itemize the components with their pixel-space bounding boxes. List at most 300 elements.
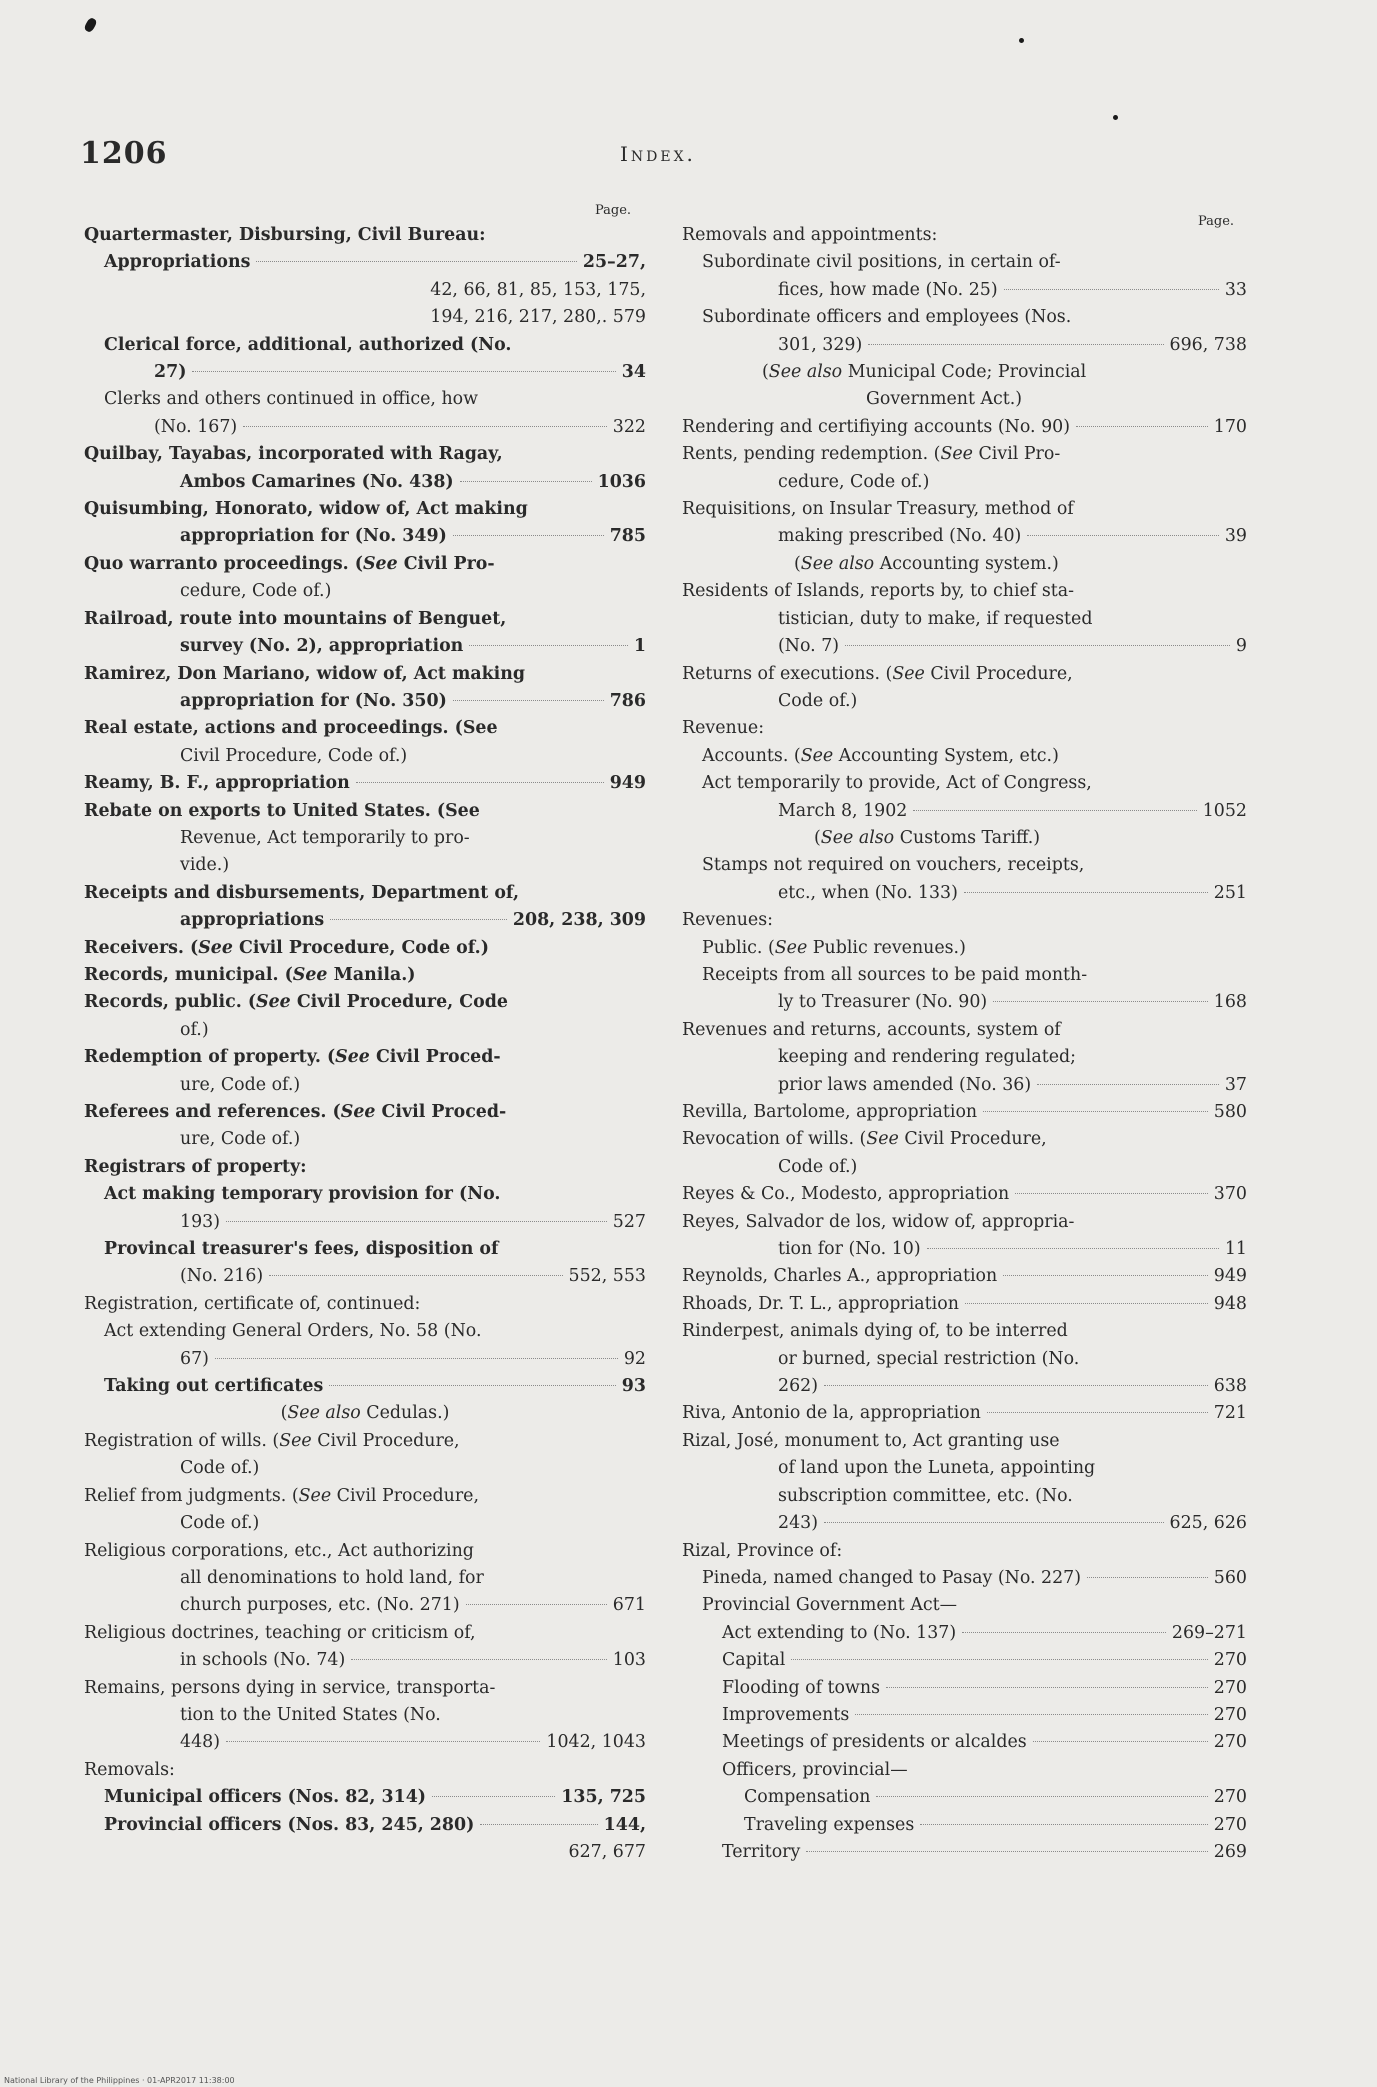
- index-line: [84, 386, 646, 413]
- index-line: [84, 1209, 646, 1236]
- index-line: [84, 551, 646, 578]
- index-line: [682, 1510, 1247, 1537]
- index-line: [84, 1072, 646, 1099]
- index-line: [682, 661, 1247, 688]
- index-line: [84, 332, 646, 359]
- index-column-right: [682, 222, 1247, 1866]
- index-line: [84, 1455, 646, 1482]
- dot-leader: [1087, 1577, 1208, 1578]
- entry-text: 243): [778, 1513, 818, 1534]
- index-line: [84, 1373, 646, 1400]
- index-line: [84, 578, 646, 605]
- page-reference: 33: [1224, 279, 1247, 300]
- dot-leader: [329, 1385, 616, 1386]
- page-reference: 785: [609, 526, 646, 547]
- index-line: [682, 1263, 1247, 1290]
- index-line: [84, 469, 646, 496]
- index-line: [682, 1729, 1247, 1756]
- entry-text: Receipts and disbursements, Department of,: [84, 882, 520, 903]
- index-line: [682, 1236, 1247, 1263]
- index-line: (See also Cedulas.): [280, 1403, 450, 1424]
- index-line: [682, 222, 1247, 249]
- index-line: [84, 1181, 646, 1208]
- page-reference: 1036: [597, 471, 646, 492]
- entry-text: Code of.): [778, 1156, 858, 1177]
- dot-leader: [876, 1796, 1207, 1797]
- dot-leader: [965, 1303, 1208, 1304]
- entry-text: 448): [180, 1732, 220, 1753]
- dot-leader: [993, 1001, 1208, 1002]
- entry-text: Act making temporary provision for (No.: [104, 1184, 501, 1205]
- entry-text: Revilla, Bartolome, appropriation: [682, 1102, 978, 1122]
- index-line: [682, 1373, 1247, 1400]
- index-line: [84, 989, 646, 1016]
- entry-text: Rendering and certifiying accounts (No. 90): [682, 416, 1071, 437]
- entry-text: Appropriations: [104, 252, 251, 273]
- entry-text: subscription committee, etc. (No.: [778, 1485, 1073, 1506]
- entry-text: Quo warranto proceedings. (See Civil Pro-: [84, 553, 495, 574]
- index-line: [682, 1318, 1247, 1345]
- entry-text: appropriations: [180, 910, 325, 931]
- page-reference: 269: [1213, 1841, 1247, 1862]
- index-line: [682, 1483, 1247, 1510]
- index-line: [682, 989, 1247, 1016]
- index-line: [682, 1428, 1247, 1455]
- dot-leader: [243, 426, 607, 427]
- page-reference: 144,: [603, 1814, 646, 1835]
- entry-text: all denominations to hold land, for: [180, 1567, 484, 1588]
- entry-text: etc., when (No. 133): [778, 882, 958, 903]
- index-line: [682, 1538, 1247, 1565]
- dot-leader: [962, 1632, 1166, 1633]
- entry-text: survey (No. 2), appropriation: [180, 636, 464, 657]
- index-line: [682, 277, 1247, 304]
- page-reference: 270: [1213, 1787, 1247, 1808]
- page-reference: 1: [633, 636, 646, 657]
- dot-leader: [845, 645, 1230, 646]
- index-line: [84, 1099, 646, 1126]
- index-line: [84, 1263, 646, 1290]
- index-line: [84, 1126, 646, 1153]
- entry-text: Rizal, Province of:: [682, 1540, 843, 1561]
- index-line: 194, 216, 217, 280,. 579: [430, 307, 646, 328]
- index-line: [84, 688, 646, 715]
- index-line: [682, 249, 1247, 276]
- index-line: [84, 222, 646, 249]
- index-line: [682, 332, 1247, 359]
- entry-text: Code of.): [180, 1458, 260, 1479]
- page-reference: 39: [1224, 526, 1247, 547]
- page-reference: 370: [1213, 1184, 1247, 1205]
- entry-text: Stamps not required on vouchers, receipts,: [702, 855, 1085, 876]
- page-reference: 580: [1213, 1102, 1247, 1122]
- entry-text: Traveling expenses: [744, 1814, 915, 1835]
- index-line: [84, 414, 646, 441]
- entry-text: tion for (No. 10): [778, 1239, 921, 1260]
- index-line: [682, 386, 1247, 413]
- page-reference: 949: [1213, 1266, 1247, 1287]
- entry-text: Reyes & Co., Modesto, appropriation: [682, 1184, 1010, 1205]
- entry-text: Reynolds, Charles A., appropriation: [682, 1266, 998, 1287]
- index-line: [84, 852, 646, 879]
- index-line: [682, 1099, 1247, 1126]
- index-line: [84, 715, 646, 742]
- dot-leader: [215, 1358, 618, 1359]
- entry-text: Act extending General Orders, No. 58 (No.: [104, 1321, 482, 1342]
- dot-leader: [453, 700, 604, 701]
- entry-text: Revenues:: [682, 910, 773, 931]
- page-reference: 638: [1213, 1376, 1247, 1397]
- page-reference: 949: [609, 773, 646, 794]
- index-line: [682, 1592, 1247, 1619]
- index-line: [84, 1510, 646, 1537]
- dot-leader: [1003, 1275, 1208, 1276]
- page-reference: 270: [1213, 1677, 1247, 1698]
- entry-text: or burned, special restriction (No.: [778, 1348, 1080, 1369]
- index-line: [682, 1017, 1247, 1044]
- index-line: [682, 1072, 1247, 1099]
- entry-text: 193): [180, 1211, 220, 1232]
- index-line: [84, 1428, 646, 1455]
- dot-leader: [855, 1714, 1208, 1715]
- page-reference: 170: [1213, 416, 1247, 437]
- dot-leader: [469, 645, 628, 646]
- index-line: [682, 1565, 1247, 1592]
- index-line: 627, 677: [568, 1841, 646, 1862]
- page-reference: 270: [1213, 1732, 1247, 1753]
- entry-text: 301, 329): [778, 334, 863, 355]
- entry-text: appropriation for (No. 350): [180, 690, 447, 711]
- page-reference: 103: [612, 1650, 646, 1671]
- page-reference: 92: [623, 1348, 646, 1369]
- index-line: [84, 1675, 646, 1702]
- dot-leader: [964, 892, 1208, 893]
- entry-text: church purposes, etc. (No. 271): [180, 1595, 460, 1616]
- index-line: [84, 1784, 646, 1811]
- entry-text: of.): [180, 1019, 209, 1040]
- entry-text: of land upon the Luneta, appointing: [778, 1458, 1096, 1479]
- index-line: [682, 1784, 1247, 1811]
- index-line: [84, 1565, 646, 1592]
- page-reference: 625, 626: [1169, 1513, 1247, 1534]
- dot-leader: [269, 1275, 562, 1276]
- dot-leader: [1004, 289, 1219, 290]
- entry-text: Subordinate officers and employees (Nos.: [702, 307, 1072, 328]
- index-line: [682, 523, 1247, 550]
- entry-text: Rebate on exports to United States. (See: [84, 800, 480, 821]
- index-line: [84, 1017, 646, 1044]
- entry-text: Code of.): [778, 690, 858, 711]
- dot-leader: [913, 810, 1196, 811]
- index-line: [682, 1126, 1247, 1153]
- entry-text: Taking out certificates: [104, 1376, 324, 1397]
- index-line: [682, 1620, 1247, 1647]
- index-line: [84, 1592, 646, 1619]
- index-line: [682, 962, 1247, 989]
- entry-text: Rizal, José, monument to, Act granting use: [682, 1430, 1060, 1451]
- index-line: [682, 359, 1247, 386]
- index-line: [682, 1154, 1247, 1181]
- entry-text: Riva, Antonio de la, appropriation: [682, 1403, 981, 1424]
- page-reference: 11: [1224, 1239, 1247, 1260]
- index-line: [682, 1455, 1247, 1482]
- index-line: [84, 1044, 646, 1071]
- entry-text: Reyes, Salvador de los, widow of, appropria-: [682, 1211, 1075, 1232]
- index-line: [682, 743, 1247, 770]
- index-line: [682, 1291, 1247, 1318]
- entry-text: Revenues and returns, accounts, system of: [682, 1019, 1061, 1040]
- entry-text: Requisitions, on Insular Treasury, method of: [682, 499, 1074, 520]
- entry-text: Returns of executions. (See Civil Procedure,: [682, 663, 1073, 684]
- page-reference: 552, 553: [568, 1266, 646, 1287]
- index-line: [682, 1346, 1247, 1373]
- index-line: [682, 1209, 1247, 1236]
- entry-text: (No. 7): [778, 636, 840, 657]
- dot-leader: [256, 261, 576, 262]
- index-line: [682, 1400, 1247, 1427]
- entry-text: Public. (See Public revenues.): [702, 937, 966, 958]
- index-line: [84, 1702, 646, 1729]
- index-line: [682, 1812, 1247, 1839]
- index-line: [682, 304, 1247, 331]
- entry-text: Quartermaster, Disbursing, Civil Bureau:: [84, 225, 486, 245]
- entry-text: Records, municipal. (See Manila.): [84, 964, 416, 985]
- index-line: [84, 1318, 646, 1345]
- index-line: [682, 1702, 1247, 1729]
- index-line: [682, 633, 1247, 660]
- entry-text: Government Act.): [866, 389, 1023, 410]
- dot-leader: [356, 782, 604, 783]
- entry-text: Rinderpest, animals dying of, to be interred: [682, 1321, 1068, 1342]
- index-line: [84, 962, 646, 989]
- index-line: [682, 469, 1247, 496]
- page-reference: 270: [1213, 1814, 1247, 1835]
- index-line: [682, 852, 1247, 879]
- entry-text: Provincal treasurer's fees, disposition of: [104, 1239, 499, 1260]
- index-line: [84, 798, 646, 825]
- entry-text: Real estate, actions and proceedings. (See: [84, 718, 498, 739]
- index-line: [682, 1044, 1247, 1071]
- dot-leader: [1076, 426, 1208, 427]
- entry-text: (No. 167): [154, 416, 238, 437]
- entry-text: Referees and references. (See Civil Proced-: [84, 1102, 507, 1122]
- index-line: [682, 1181, 1247, 1208]
- page-reference: 34: [621, 362, 646, 383]
- index-line: [84, 523, 646, 550]
- entry-text: March 8, 1902: [778, 800, 908, 821]
- index-line: [682, 578, 1247, 605]
- index-line: [682, 551, 1247, 578]
- entry-text: Remains, persons dying in service, transporta-: [84, 1677, 496, 1698]
- entry-text: tistician, duty to make, if requested: [778, 608, 1093, 629]
- entry-text: Revenue:: [682, 718, 765, 739]
- dot-leader: [330, 919, 507, 920]
- page-reference: 560: [1213, 1567, 1247, 1588]
- page-reference: 208, 238, 309: [512, 910, 646, 931]
- index-line: 42, 66, 81, 85, 153, 175,: [430, 279, 646, 300]
- dot-leader: [351, 1659, 607, 1660]
- index-line: [682, 1675, 1247, 1702]
- index-column-left: [84, 222, 646, 1866]
- page-reference: 786: [609, 690, 646, 711]
- entry-text: Clerks and others continued in office, how: [104, 389, 479, 410]
- page-reference: 1052: [1202, 800, 1247, 821]
- index-line: [84, 743, 646, 770]
- entry-text: Accounts. (See Accounting System, etc.): [702, 745, 1059, 766]
- page-number: 1206: [80, 136, 168, 171]
- page-reference: 168: [1213, 992, 1247, 1013]
- index-line: [682, 798, 1247, 825]
- page-reference: 37: [1224, 1074, 1247, 1095]
- dot-leader: [824, 1522, 1164, 1523]
- index-line: [84, 1236, 646, 1263]
- dot-leader: [460, 481, 592, 482]
- entry-text: (No. 216): [180, 1266, 264, 1287]
- entry-text: Registrars of property:: [84, 1156, 307, 1177]
- index-line: [84, 907, 646, 934]
- entry-text: Clerical force, additional, authorized (No.: [104, 334, 512, 355]
- index-line: [84, 441, 646, 468]
- entry-text: fices, how made (No. 25): [778, 279, 998, 300]
- entry-text: cedure, Code of.): [778, 471, 930, 492]
- dot-leader: [1027, 535, 1219, 536]
- entry-text: (See also Municipal Code; Provincial: [762, 362, 1087, 383]
- index-line: [84, 1483, 646, 1510]
- dot-leader: [824, 1385, 1208, 1386]
- entry-text: Municipal officers (Nos. 82, 314): [104, 1787, 427, 1808]
- index-line: [682, 907, 1247, 934]
- page-reference: 527: [612, 1211, 646, 1232]
- entry-text: Ambos Camarines (No. 438): [180, 471, 454, 492]
- index-line: [84, 770, 646, 797]
- entry-text: Subordinate civil positions, in certain of-: [702, 252, 1061, 273]
- index-line: [84, 1757, 646, 1784]
- dot-leader: [226, 1741, 540, 1742]
- index-line: [84, 359, 646, 386]
- index-line: [84, 1620, 646, 1647]
- index-line: [84, 935, 646, 962]
- index-line: [84, 633, 646, 660]
- index-line: [84, 1647, 646, 1674]
- index-line: [84, 825, 646, 852]
- entry-text: Religious corporations, etc., Act authorizing: [84, 1540, 474, 1561]
- entry-text: in schools (No. 74): [180, 1650, 346, 1671]
- entry-text: Revocation of wills. (See Civil Procedure,: [682, 1129, 1047, 1150]
- dot-leader: [1033, 1741, 1208, 1742]
- entry-text: Removals:: [84, 1759, 175, 1780]
- entry-text: Removals and appointments:: [682, 225, 938, 245]
- scan-footer: National Library of the Philippines · 01-APR2017 11:38:00: [4, 2076, 235, 2085]
- index-line: [84, 1812, 646, 1839]
- page-col-label-right: Page.: [1198, 214, 1235, 229]
- dot-leader: [432, 1796, 555, 1797]
- entry-text: vide.): [180, 855, 230, 876]
- entry-text: Flooding of towns: [722, 1677, 881, 1698]
- page-reference: 721: [1213, 1403, 1247, 1424]
- ink-speck: [1113, 115, 1118, 120]
- index-line: [682, 880, 1247, 907]
- page-reference: 671: [612, 1595, 646, 1616]
- index-line: [84, 880, 646, 907]
- dot-leader: [480, 1824, 597, 1825]
- entry-text: Provincial Government Act—: [702, 1595, 958, 1616]
- entry-text: Act extending to (No. 137): [722, 1622, 957, 1643]
- entry-text: Registration, certificate of, continued:: [84, 1293, 421, 1314]
- index-line: [682, 606, 1247, 633]
- entry-text: Civil Procedure, Code of.): [180, 745, 408, 766]
- dot-leader: [192, 371, 615, 372]
- entry-text: Meetings of presidents or alcaldes: [722, 1732, 1027, 1753]
- entry-text: ly to Treasurer (No. 90): [778, 992, 988, 1013]
- entry-text: Revenue, Act temporarily to pro-: [180, 827, 470, 848]
- dot-leader: [987, 1412, 1208, 1413]
- page-reference: 270: [1213, 1650, 1247, 1671]
- entry-text: Rents, pending redemption. (See Civil Pro-: [682, 444, 1061, 465]
- page-reference: 1042, 1043: [546, 1732, 646, 1753]
- index-line: [84, 1729, 646, 1756]
- entry-text: Registration of wills. (See Civil Procedure,: [84, 1430, 460, 1451]
- entry-text: Code of.): [180, 1513, 260, 1534]
- dot-leader: [791, 1659, 1208, 1660]
- entry-text: Religious doctrines, teaching or criticism of,: [84, 1622, 476, 1643]
- index-line: [682, 441, 1247, 468]
- page-reference: 322: [612, 416, 646, 437]
- entry-text: Quilbay, Tayabas, incorporated with Ragay,: [84, 444, 503, 465]
- entry-text: Officers, provincial—: [722, 1759, 908, 1780]
- entry-text: Records, public. (See Civil Procedure, Code: [84, 992, 508, 1013]
- entry-text: Ramirez, Don Mariano, widow of, Act making: [84, 663, 526, 684]
- page-col-label-left: Page.: [595, 203, 632, 218]
- dot-leader: [927, 1248, 1219, 1249]
- dot-leader: [226, 1221, 607, 1222]
- index-line: [682, 825, 1247, 852]
- index-line: [682, 688, 1247, 715]
- entry-text: making prescribed (No. 40): [778, 526, 1022, 547]
- page-reference: 948: [1213, 1293, 1247, 1314]
- page-reference: 251: [1213, 882, 1247, 903]
- page-reference: 269–271: [1171, 1622, 1247, 1643]
- page-reference: 135, 725: [561, 1787, 646, 1808]
- entry-text: 27): [154, 362, 187, 383]
- entry-text: Quisumbing, Honorato, widow of, Act making: [84, 499, 528, 520]
- dot-leader: [886, 1687, 1208, 1688]
- dot-leader: [1015, 1193, 1208, 1194]
- ink-speck: [83, 17, 98, 34]
- entry-text: Provincial officers (Nos. 83, 245, 280): [104, 1814, 475, 1835]
- entry-text: Compensation: [744, 1787, 871, 1808]
- entry-text: 67): [180, 1348, 209, 1369]
- dot-leader: [466, 1604, 607, 1605]
- entry-text: cedure, Code of.): [180, 581, 332, 602]
- entry-text: Relief from judgments. (See Civil Procedure,: [84, 1485, 479, 1506]
- entry-text: prior laws amended (No. 36): [778, 1074, 1032, 1095]
- entry-text: (See also Customs Tariff.): [814, 827, 1041, 848]
- index-line: [84, 1538, 646, 1565]
- entry-text: (See also Accounting system.): [794, 553, 1059, 574]
- dot-leader: [868, 344, 1163, 345]
- page-reference: 9: [1235, 636, 1247, 657]
- entry-text: Receipts from all sources to be paid month-: [702, 964, 1088, 985]
- entry-text: ure, Code of.): [180, 1129, 301, 1150]
- dot-leader: [983, 1111, 1208, 1112]
- index-line: [84, 496, 646, 523]
- entry-text: Pineda, named changed to Pasay (No. 227): [702, 1567, 1082, 1588]
- entry-text: Act temporarily to provide, Act of Congress,: [702, 773, 1092, 794]
- page-reference: 93: [621, 1376, 646, 1397]
- index-line: [84, 249, 646, 276]
- entry-text: tion to the United States (No.: [180, 1704, 441, 1725]
- index-line: [682, 935, 1247, 962]
